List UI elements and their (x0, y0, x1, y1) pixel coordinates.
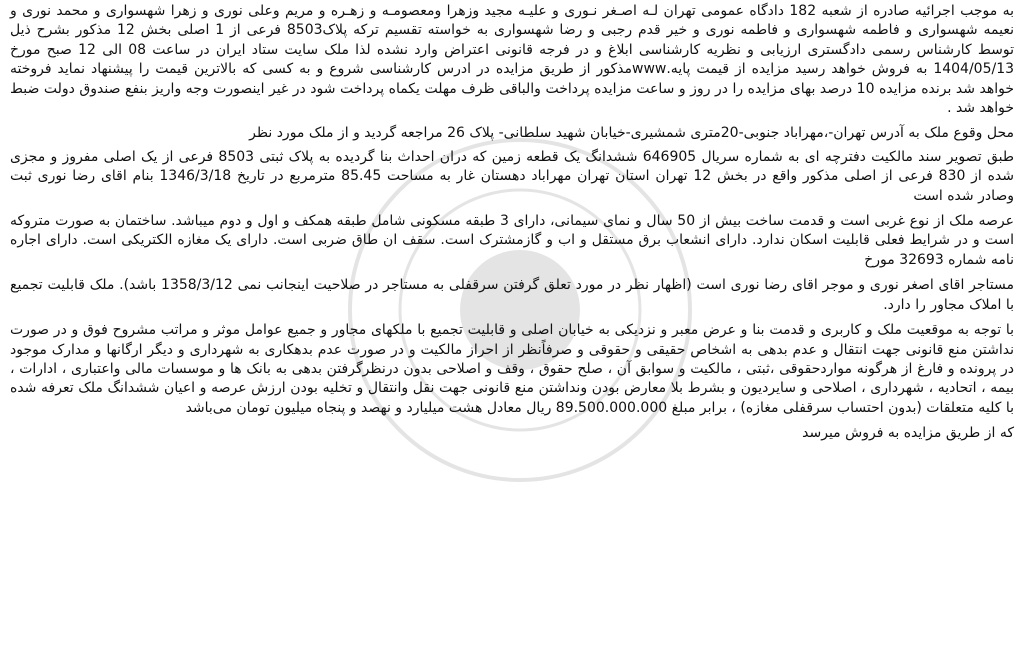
paragraph-ownership-deed: طبق تصویر سند مالکیت دفترچه ای به شماره سریال 646905 ششدانگ یک قطعه زمین که دران احداث بنا گردیده به پلاک ثبتی 8503 فرعی از یک اصلی مفروز و مجزی شده از 830 فرعی از اصلی مذکور واقع در بخش 12 تهران استان تهران مهراباد دهستان غار به مساحت 85.45 مترمربع در تاریخ 1346/3/18 بنام اقای رضا نوری ثبت وصادر شده است (10, 148, 1014, 204)
paragraph-tenancy: مستاجر اقای اصغر نوری و موجر اقای رضا نوری است (اظهار نظر در مورد تعلق گرفتن سرقفلی به مستاجر در صلاحیت اینجانب نمی 1358/3/12 باشد). ملک قابلیت تجمیع با املاک مجاور را دارد. (10, 277, 1014, 313)
paragraph-property-address: محل وقوع ملک به آدرس تهران-،مهراباد جنوبی-20متری شمشیری-خیابان شهید سلطانی- پلاک 26 مراجعه گردید و از ملک مورد نظر (249, 125, 1014, 142)
paragraph-valuation: با توجه به موقعیت ملک و کاربری و قدمت بنا و عرض معبر و نزدیکی به خیابان اصلی و قابلیت تجمیع با ملکهای مجاور و جمیع عوامل موثر و مراتب مشروح فوق و در صورت نداشتن منع قانونی جهت انتقال و عدم بدهی به اشخاص حقیقی و حقوقی و صرفاًنظر از احراز مالکیت و در صورت عدم بدهکاری به شهرداری و دیگر ارگانها و مدارک موجود در پرونده و فارغ از هرگونه مواردحقوقی ،ثبتی ، مالکیت و سوابق آن ، صلح حقوق ، وقف و اصلاحی بدون درنظرگرفتن بدهی به بانک ها و موسسات مالی واعتباری ، ادارات ، بیمه ، اتحادیه ، شهرداری ، اصلاحی و سایردیون و بشرط بلا معارض بودن ونداشتن منع قانونی جهت نقل وانتقال و تخلیه بودن ارزش عرصه و اعیان ششدانگ ملک تعرفه شده با کلیه متعلقات (بدون احتساب سرقفلی مغازه) ، برابر مبلغ 89.500.000.000 ریال معادل هشت میلیارد و نهصد و پنجاه میلیون تومان می‌باشد (10, 322, 1014, 416)
paragraph-auction-order: به موجب اجرائیه صادره از شعبه 182 دادگاه عمومی تهران لـه اصـغر نـوری و علیـه مجید وزهرا ومعصومـه و زهـره و مریم وعلی نوری و زهرا شهسواری و محمد نوری و نعیمه شهسواری و فاطمه شهسواری و فاطمه نوری و خیر قدم رجبی و رضا شهسواری به خواسته تقسیم ترکه پلاک8503 فرعی از 1 اصلی بخش 12 مذکور بشرح ذیل توسط کارشناس رسمی دادگستری ارزیابی و نظریه کارشناسی ابلاغ و در فرجه قانونی اعتراض وارد نشده لذا ملک سایت ستاد ایران در ساعت 08 الی 12 صبح مورخ 1404/05/13 به فروش خواهد رسید مزایده از قیمت پایه.wwwمذکور از طریق مزایده در ادرس کارشناسی شروع و به کسی که بالاترین قیمت را پیشنهاد نماید فروخته خواهد شد برنده مزایده 10 درصد بهای مزایده را در روز و ساعت مزایده پرداخت والباقی ظرف مهلت یکماه پرداخت شود در غیر اینصورت وجه واریز بنفع صندوق دولت ضبط خواهد شد . (10, 3, 1015, 117)
paragraph-building-description: عرصه ملک از نوع غربی است و قدمت ساخت بیش از 50 سال و نمای سیمانی، دارای 3 طبقه مسکونی شامل طبقه همکف و اول و دوم میباشد. ساختمان به صورت متروکه است و در شرایط فعلی قابلیت اسکان ندارد. دارای انشعاب برق مستقل و اب و گازمشترک است. سقف ان طاق ضربی است. دارای یک مغازه الکتریکی است. دارای اجاره نامه شماره 32693 مورخ (10, 213, 1015, 268)
paragraph-closing: که از طریق مزایده به فروش میرسد (802, 425, 1014, 442)
